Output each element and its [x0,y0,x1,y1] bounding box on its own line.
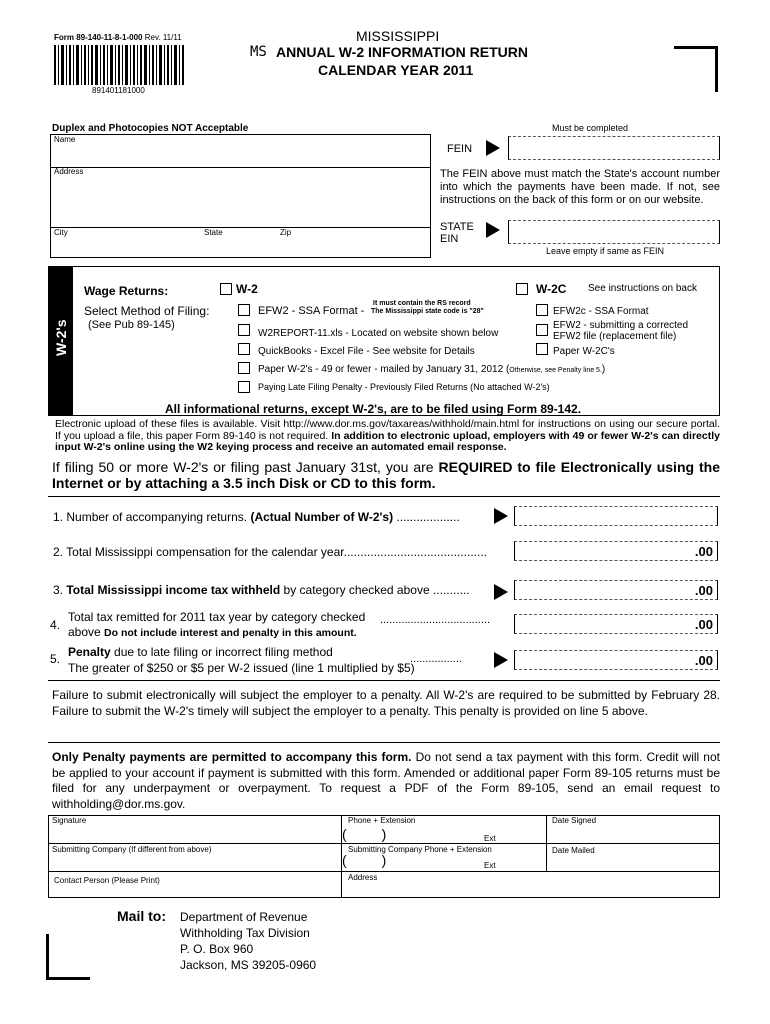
corner-mark-top-right [674,46,718,92]
paper-w2-checkbox[interactable] [238,362,250,374]
line-5-input[interactable]: .00 [514,650,718,670]
separator-line-2 [48,680,720,681]
state-name: MISSISSIPPI [356,28,440,44]
line-1-arrow-icon [494,508,508,524]
phone-parens: ( ) [342,826,387,842]
fein-arrow-icon [486,140,500,156]
line-5-num: 5. [50,652,61,666]
state-ein-label: STATE EIN [440,221,474,245]
line-4-text: Total tax remitted for 2011 tax year by category checked [68,610,366,624]
contact-person-label: Contact Person (Please Print) [54,876,160,885]
line-5-arrow-icon [494,652,508,668]
w2-side-label: W-2's [53,319,69,356]
efw2-checkbox[interactable] [238,304,250,316]
separator-line-3 [48,742,720,743]
line-2-input[interactable]: .00 [514,541,718,561]
address-sig-label: Address [348,873,378,882]
w2-checkbox[interactable] [220,283,232,295]
signature-label: Signature [52,816,87,825]
corner-mark-bottom-left [46,934,90,980]
see-pub-note: (See Pub 89-145) [88,319,175,331]
form-title: ANNUAL W-2 INFORMATION RETURN [276,44,528,60]
zip-label: Zip [280,228,292,237]
line-1-label: 1. Number of accompanying returns. (Actual Number of W-2's) ................... [53,510,460,524]
w2c-checkbox[interactable] [516,283,528,295]
efw2c-checkbox[interactable] [536,304,548,316]
line-4-num: 4. [50,618,61,632]
paper-w2c-label: Paper W-2C's [553,346,615,357]
state-label: State [204,228,223,237]
barcode [54,45,186,85]
efw2-corrected-checkbox[interactable] [536,324,548,336]
submitting-company-label: Submitting Company (If different from above) [52,845,212,854]
address-field[interactable] [52,178,428,224]
required-notice: If filing 50 or more W-2's or filing past January 31st, you are REQUIRED to file Electronically using the Internet or by attaching a 3.5 inch Disk or CD to this form. [52,459,720,491]
line-4-text-2: above Do not include interest and penalty in this amount. [68,625,357,639]
line-3-label: 3. Total Mississippi income tax withheld by category checked above ........... [53,583,470,597]
efw2-corrected-label: EFW2 - submitting a corrected EFW2 file (replacement file) [553,320,689,342]
leave-empty-note: Leave empty if same as FEIN [546,246,665,256]
quickbooks-checkbox[interactable] [238,343,250,355]
electronic-notice: Electronic upload of these files is available. Visit http://www.dor.ms.gov/taxareas/withhold/main.html for instructions on using our secure portal. If you upload a file, this paper Form 89-140 is not required. In addition to electronic upload, employers with 49 or fewer W-2's can directly input W-2's online using the W2 keying process and receive an automated email response. [55,418,720,453]
form-number: Form 89-140-11-8-1-000 Rev. 11/11 [54,33,182,42]
state-ein-input[interactable] [508,220,720,244]
wage-returns-label: Wage Returns: [84,284,169,298]
state-ein-arrow-icon [486,222,500,238]
paper-w2-label: Paper W-2's - 49 or fewer - mailed by January 31, 2012 (Otherwise, see Penalty line 5.) [258,364,606,375]
fein-label: FEIN [447,143,473,155]
line-1-input[interactable] [514,506,718,526]
penalty-payments-notice: Only Penalty payments are permitted to accompany this form. Do not send a tax payment with this form. Credit will not be applied to your account if payment is submitted with this form. Amended or additional paper Form 89-105 returns must be filed for any underpayment or overpayment. To request a PDF of the Form 89-105, send an email request to withholding@dor.ms.gov. [52,750,720,811]
submitting-company-field[interactable] [50,854,338,869]
w2report-label: W2REPORT-11.xls - Located on website shown below [258,328,499,339]
form-subtitle: CALENDAR YEAR 2011 [318,62,474,78]
submitting-phone-label: Submitting Company Phone + Extension [348,845,492,854]
name-field[interactable] [52,146,428,164]
late-filing-checkbox[interactable] [238,381,250,393]
mail-to-address: Department of Revenue Withholding Tax Division P. O. Box 960 Jackson, MS 39205-0960 [180,910,317,972]
name-label: Name [54,135,76,144]
line-5-text-2: The greater of $250 or $5 per W-2 issued (line 1 multiplied by $5) [68,661,415,675]
w2c-label: W-2C [536,282,567,296]
contact-person-field[interactable] [50,886,338,897]
city-state-zip-field[interactable] [52,238,428,256]
line-5-dots: ................. [410,653,462,665]
efw2c-label: EFW2c - SSA Format [553,306,649,317]
must-complete: Must be completed [552,123,629,133]
submitting-phone-parens: ( ) [342,852,387,868]
date-mailed-label: Date Mailed [552,846,595,855]
state-abbr: MS [250,44,267,60]
fein-note: The FEIN above must match the State's account number into which the payments have been made. If not, see instructions on the back of this form or on our website. [440,168,720,206]
address-label: Address [54,167,84,176]
see-instructions: See instructions on back [588,283,697,294]
duplex-notice: Duplex and Photocopies NOT Acceptable [52,123,249,134]
mail-to-label: Mail to: [117,908,166,924]
select-method-label: Select Method of Filing: [84,304,210,318]
phone-label: Phone + Extension [348,816,416,825]
phone-ext-label: Ext [484,834,496,843]
all-returns-notice: All informational returns, except W-2's, are to be filed using Form 89-142. [165,402,582,416]
efw2-label: EFW2 - SSA Format - [258,305,365,317]
failure-notice: Failure to submit electronically will subject the employer to a penalty. All W-2's are required to be submitted by February 28. Failure to submit the W-2's timely will subject the employer to a penalty. This penalty is provided on line 5 above. [52,688,720,718]
rs-record-note: It must contain the RS record The Mississippi state code is "28" [371,300,484,315]
submitting-ext-label: Ext [484,861,496,870]
line-2-label: 2. Total Mississippi compensation for the calendar year........................................... [53,545,487,559]
date-mailed-field[interactable] [548,856,716,869]
barcode-number: 891401181000 [92,86,145,95]
fein-input[interactable] [508,136,720,160]
line-3-arrow-icon [494,584,508,600]
line-5-text: Penalty due to late filing or incorrect filing method [68,645,333,659]
date-signed-label: Date Signed [552,816,597,825]
line-4-dots: .................................... [380,614,491,626]
w2-label: W-2 [236,282,258,296]
city-label: City [54,228,68,237]
line-3-input[interactable]: .00 [514,580,718,600]
date-signed-field[interactable] [548,826,716,841]
address-sig-field[interactable] [342,883,716,897]
line-4-input[interactable]: .00 [514,614,718,634]
paper-w2c-checkbox[interactable] [536,343,548,355]
w2report-checkbox[interactable] [238,324,250,336]
signature-field[interactable] [50,826,338,841]
separator-line [48,496,720,497]
late-filing-label: Paying Late Filing Penalty - Previously Filed Returns (No attached W-2's) [258,382,550,392]
quickbooks-label: QuickBooks - Excel File - See website for Details [258,346,475,357]
